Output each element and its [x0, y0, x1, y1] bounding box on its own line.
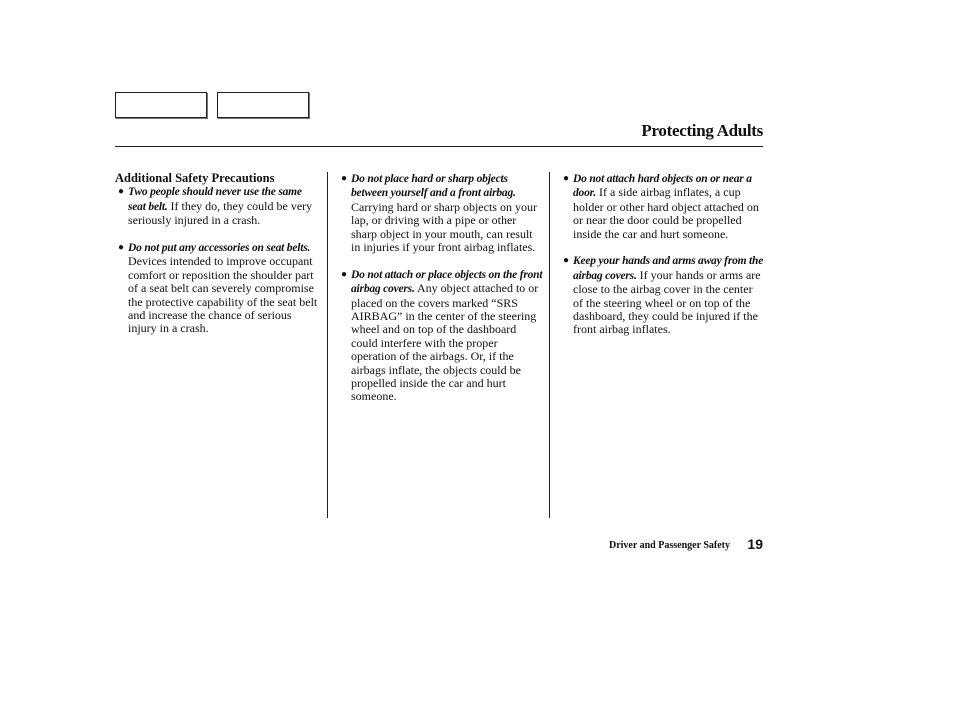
bullet-lead: Two people should never use the same seat belt.: [128, 186, 302, 213]
section-tab-box-1: [115, 92, 207, 118]
bullet-item: [115, 185, 320, 227]
bullet-lead: Do not attach hard objects on or near a door.: [573, 173, 752, 200]
bullet-text: If your hands or arms are close to the airbag cover in the center of the steering wheel or on top of the dashboard, they could be injured if the front airbag inflates.: [573, 267, 761, 337]
bullet-lead: Do not attach or place objects on the front airbag covers.: [351, 268, 543, 296]
column-divider-1: [327, 172, 328, 518]
bullet-item: [338, 172, 543, 254]
column-2: [338, 172, 543, 417]
bullet-dot-icon: ●: [118, 186, 125, 198]
section-heading: Additional Safety Precautions: [115, 171, 275, 185]
bullet-text: Any object attached to or placed on the covers marked “SRS AIRBAG” in the center of the steering wheel and on top of the dashboard could interfere with the proper operation of the airbags. Or, if the airbags inflate, the objects could be propelled inside the car and hurt someone.: [351, 281, 539, 404]
bullet-text: If they do, they could be very seriously injured in a crash.: [128, 198, 313, 228]
bullet-text: Carrying hard or sharp objects on your lap, or driving with a pipe or other sharp object in your mouth, can result in injuries if your front airbag inflates.: [351, 199, 537, 255]
column-1: [115, 172, 320, 349]
bullet-item: [560, 172, 765, 241]
bullet-lead: Do not place hard or sharp objects between yourself and a front airbag.: [351, 173, 516, 200]
title-divider: [115, 146, 763, 147]
bullet-text: Devices intended to improve occupant comfort or reposition the shoulder part of a seat belt can severely compromise the protective capability of the seat belt and increase the chance of serious injury in a crash.: [128, 254, 318, 336]
column-divider-2: [549, 172, 550, 518]
footer-section-label: Driver and Passenger Safety: [608, 540, 730, 551]
bullet-dot-icon: ●: [341, 268, 348, 280]
bullet-lead: Keep your hands and arms away from the airbag covers.: [573, 255, 764, 282]
bullet-dot-icon: ●: [341, 173, 348, 184]
bullet-dot-icon: ●: [118, 242, 125, 254]
bullet-item: [115, 241, 320, 336]
bullet-lead: Do not put any accessories on seat belts.: [128, 242, 311, 255]
page-number: 19: [747, 536, 763, 552]
bullet-dot-icon: ●: [563, 173, 570, 184]
bullet-item: [338, 268, 543, 404]
column-3: [560, 172, 765, 350]
page-title: Protecting Adults: [641, 121, 763, 140]
section-tab-box-2: [217, 92, 309, 118]
bullet-dot-icon: ●: [563, 255, 570, 267]
bullet-text: If a side airbag inflates, a cup holder or other hard object attached on or near the door could be propelled inside the car and hurt someone.: [573, 185, 759, 241]
bullet-item: [560, 254, 765, 336]
